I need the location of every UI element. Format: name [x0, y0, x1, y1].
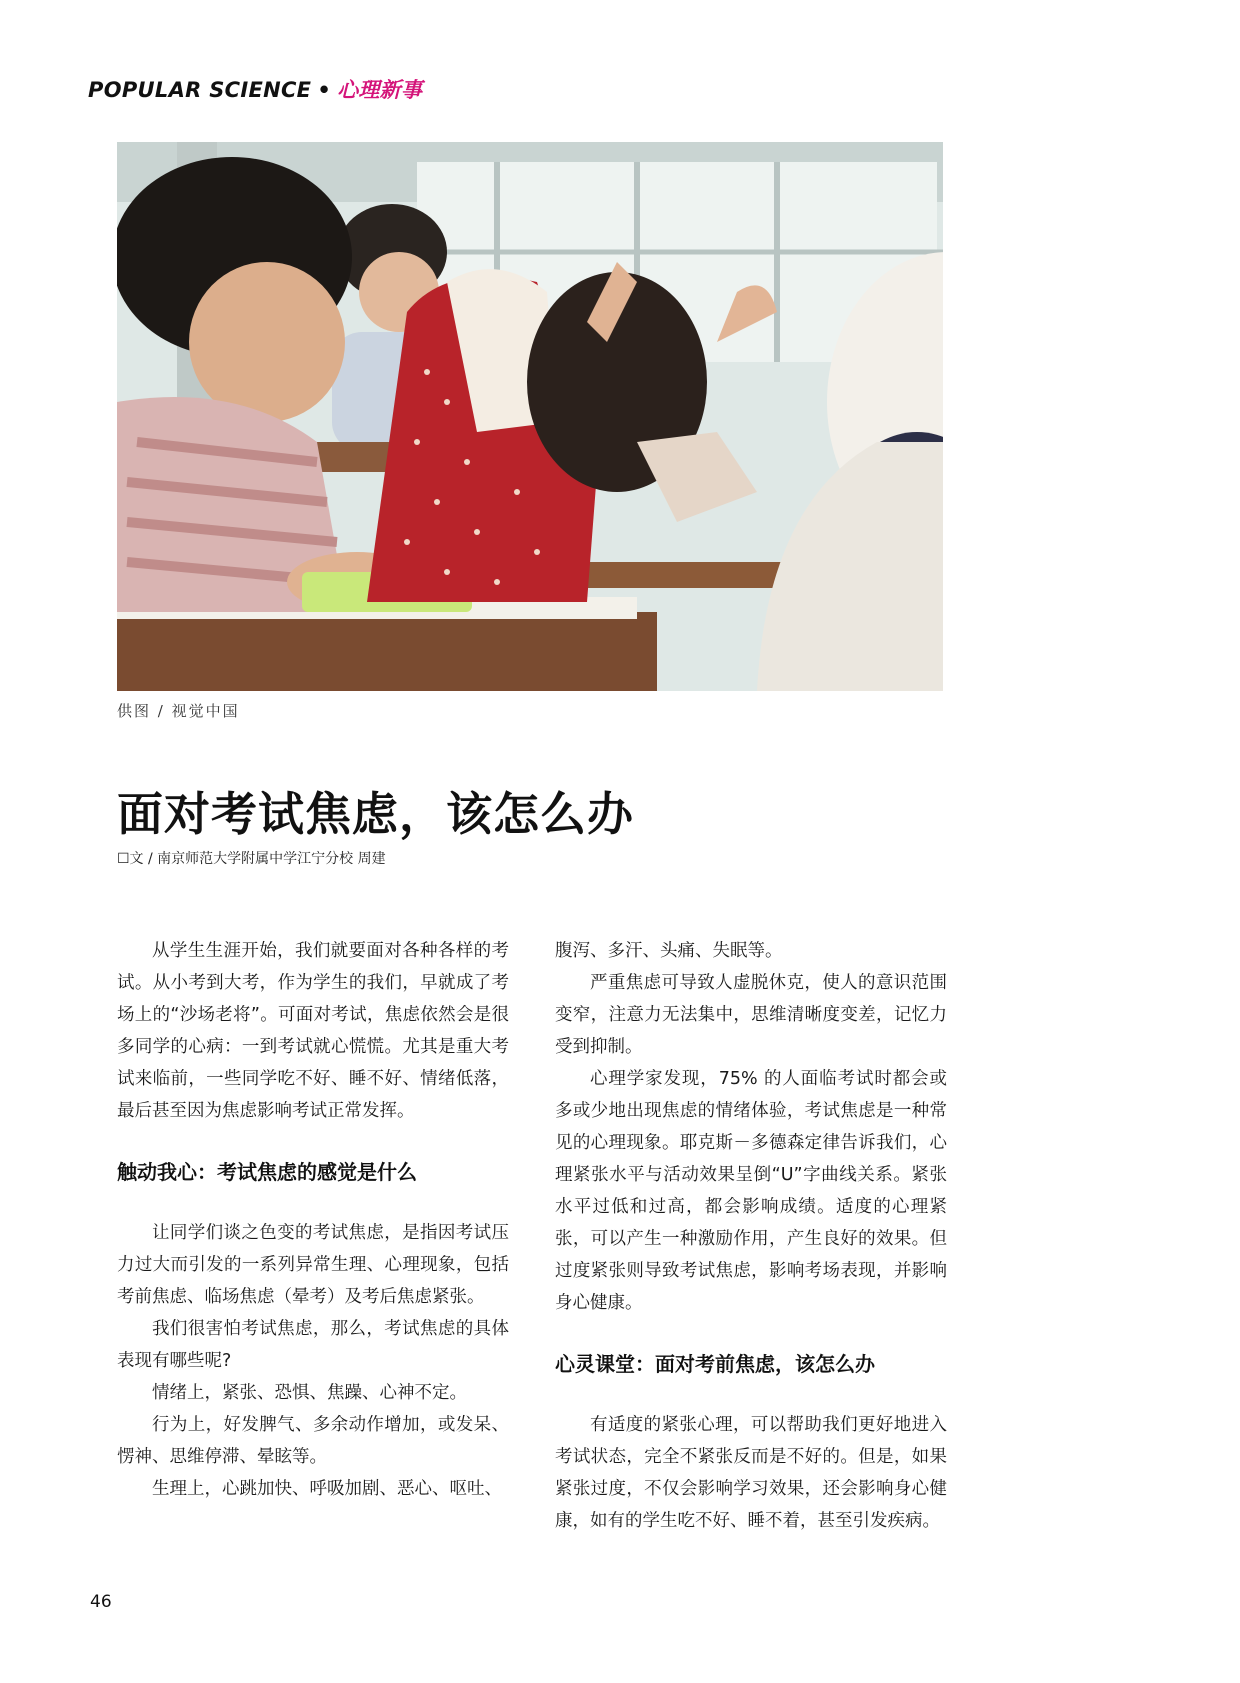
- paragraph: 心理学家发现，75% 的人面临考试时都会或多或少地出现焦虑的情绪体验，考试焦虑是一种常见的心理现象。耶克斯－多德森定律告诉我们，心理紧张水平与活动效果呈倒“U”字曲线关系。紧张水平过低和过高，都会影响成绩。适度的心理紧张，可以产生一种激励作用，产生良好的效果。但过度紧张则导致考试焦虑，影响考场表现，并影响身心健康。: [555, 1069, 947, 1313]
- paragraph: 从学生生涯开始，我们就要面对各种各样的考试。从小考到大考，作为学生的我们，早就成了考场上的“沙场老将”。可面对考试，焦虑依然会是很多同学的心病：一到考试就心慌慌。尤其是重大考试来临前，一些同学吃不好、睡不好、情绪低落，最后甚至因为焦虑影响考试正常发挥。: [117, 941, 509, 1121]
- header-column-name: 心理新事: [337, 78, 423, 102]
- paragraph: 有适度的紧张心理，可以帮助我们更好地进入考试状态，完全不紧张反而是不好的。但是，如果紧张过度，不仅会影响学习效果，还会影响身心健康，如有的学生吃不好、睡不着，甚至引发疾病。: [555, 1415, 947, 1531]
- right-column: [555, 935, 947, 1537]
- header-separator: •: [317, 78, 332, 102]
- paragraph: 情绪上，紧张、恐惧、焦躁、心神不定。: [152, 1383, 467, 1403]
- classroom-exam-illustration: [117, 142, 943, 691]
- magazine-header: [88, 74, 422, 104]
- paragraph: 生理上，心跳加快、呼吸加剧、恶心、呕吐、: [152, 1479, 502, 1499]
- article-byline: ☐文 / 南京师范大学附属中学江宁分校 周建: [117, 851, 386, 867]
- photo-credit: 供图 / 视觉中国: [117, 702, 240, 720]
- left-column: [117, 935, 509, 1505]
- paragraph: 腹泻、多汗、头痛、失眠等。: [555, 941, 783, 961]
- section-heading: 触动我心：考试焦虑的感觉是什么: [117, 1160, 417, 1184]
- page-number: 46: [90, 1592, 112, 1612]
- paragraph: 行为上，好发脾气、多余动作增加，或发呆、愣神、思维停滞、晕眩等。: [117, 1415, 509, 1467]
- paragraph: 我们很害怕考试焦虑，那么，考试焦虑的具体表现有哪些呢?: [117, 1319, 509, 1371]
- article-title: 面对考试焦虑，该怎么办: [117, 787, 634, 841]
- paragraph: 让同学们谈之色变的考试焦虑，是指因考试压力过大而引发的一系列异常生理、心理现象，包括考前焦虑、临场焦虑（晕考）及考后焦虑紧张。: [117, 1223, 509, 1307]
- header-brand: POPULAR SCIENCE: [88, 78, 312, 102]
- paragraph: 严重焦虑可导致人虚脱休克，使人的意识范围变窄，注意力无法集中，思维清晰度变差，记忆力受到抑制。: [555, 973, 947, 1057]
- section-heading: 心灵课堂：面对考前焦虑，该怎么办: [555, 1352, 875, 1376]
- classroom-photo: [117, 142, 943, 691]
